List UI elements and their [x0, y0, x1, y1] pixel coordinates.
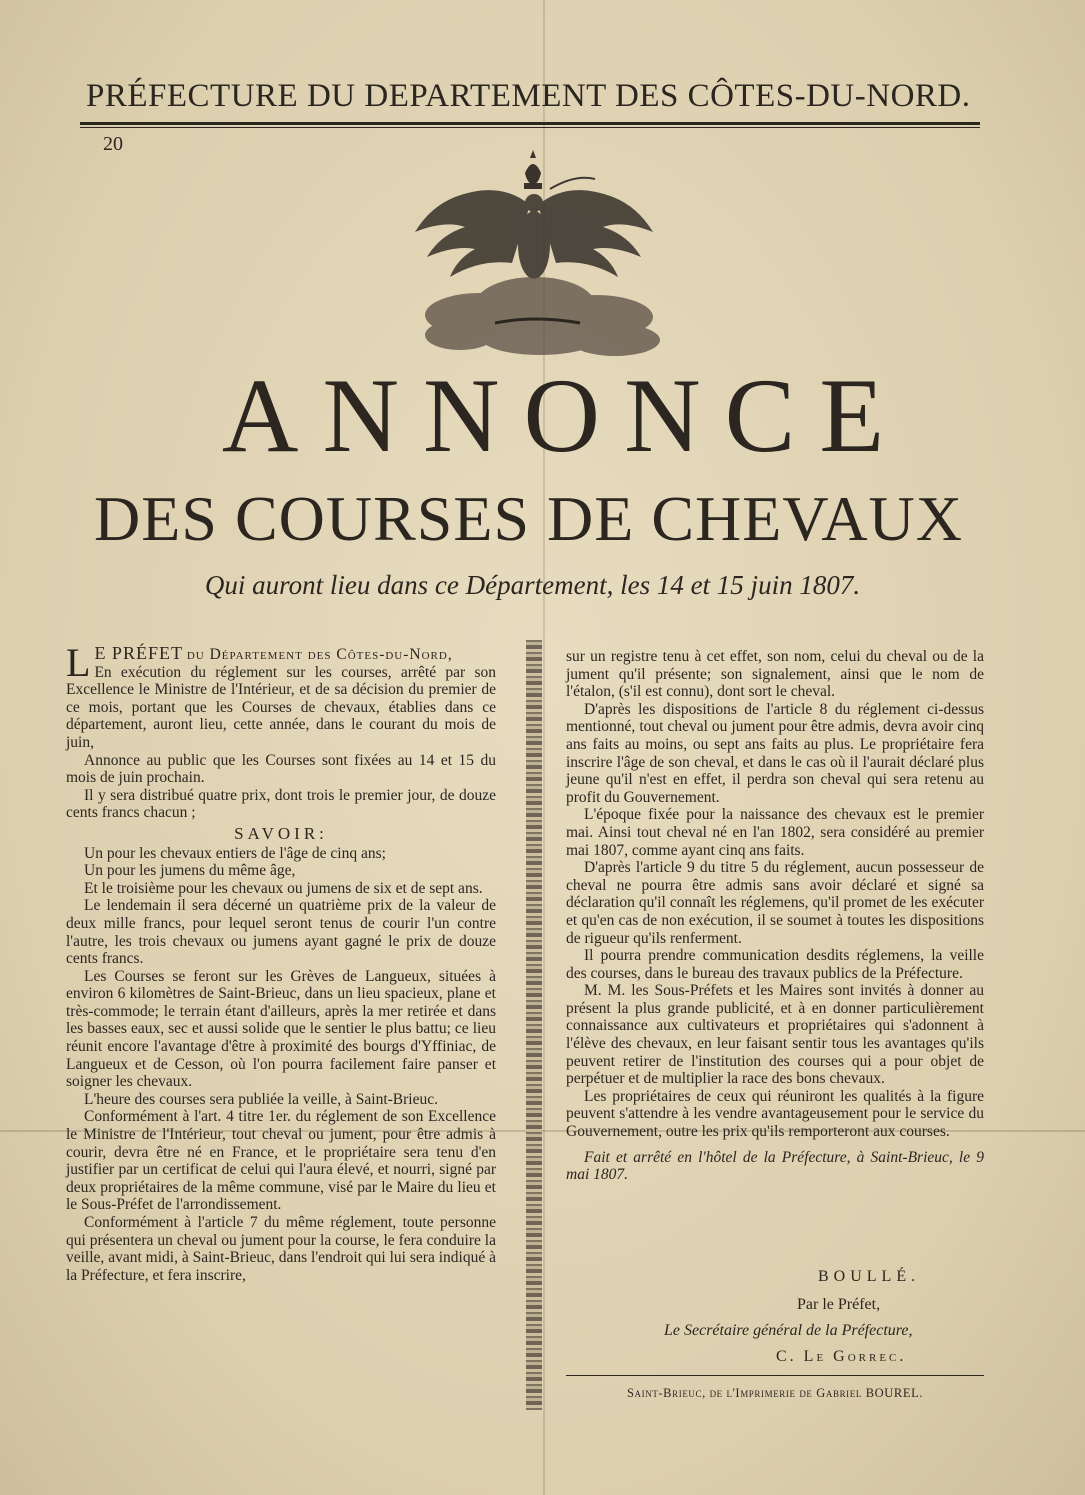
imperial-eagle-emblem	[400, 145, 665, 360]
header-rule-thick	[80, 122, 980, 125]
lettrine: L	[66, 640, 91, 685]
paragraph: Le lendemain il sera décerné un quatrième prix de la valeur de deux mille francs, pour lequel seront tenus de courir l'un contre l'autre, les trois chevaux ou jumens ayant gagné le prix de douze cents francs.	[66, 897, 496, 968]
right-text-column	[566, 648, 984, 1184]
paragraph: Conformément à l'article 7 du même réglement, toute personne qui présentera un cheval ou jument pour la course, le fera conduire la veille, avant midi, à Saint-Brieuc, dans l'endroit qui lui sera indiqué à la Préfecture, et fera inscrire,	[66, 1214, 496, 1284]
paragraph: D'après les dispositions de l'article 8 du réglement ci-dessus mentionné, tout cheval ou jument pour être admis, devra avoir cinq ans faits au moins, ou sept ans faits au plus. Le propriétaire fera inscrire l'âge de son cheval, et dans le cas où il l'aurait déclaré plus jeune qu'il n'est en effet, il perdra son cheval qui sera retenu au profit du Gouvernement.	[566, 700, 984, 806]
paragraph: L'heure des courses sera publiée la veille, à Saint-Brieuc.	[84, 1090, 438, 1108]
title-date-line: Qui auront lieu dans ce Département, les 14 et 15 juin 1807.	[204, 570, 861, 600]
secretaire-general: Le Secrétaire général de la Préfecture,	[664, 1322, 913, 1339]
paragraph: Les propriétaires de ceux qui réuniront les qualités à la figure peuvent s'attendre à les vendre avantageusement pour le service du Gouvernement, outre les prix qu'ils remporteront aux courses.	[566, 1087, 984, 1141]
opening-departement: du Département des Côtes-du-Nord,	[186, 646, 453, 663]
header-rule-thin	[80, 127, 980, 128]
document-number: 20	[103, 133, 123, 155]
paragraph: D'après l'article 9 du titre 5 du réglement, aucun possesseur de cheval ne pourra être admis sans avoir déclaré et signé sa déclaration qu'il connaît les réglemens, qu'il promet de les exécuter et qu'en cas de non exécution, il se soumet à toutes les dispositions de rigueur qu'ils renferment.	[566, 859, 984, 947]
paragraph: Annonce au public que les Courses sont fixées au 14 et 15 du mois de juin prochain.	[66, 751, 496, 787]
opening-prefet: E PRÉFET	[94, 643, 183, 663]
imprint-rule	[566, 1375, 984, 1376]
paragraph: En exécution du réglement sur les courses, arrêté par son Excellence le Ministre de l'Intérieur, et de sa décision du premier de ce mois, portant que les Courses de chevaux, établies dans ce département, auront lieu, cette année, dans le courant du mois de juin,	[66, 663, 496, 751]
paragraph: M. M. les Sous-Préfets et les Maires sont invités à donner au présent la plus grande publicité, et à en donner particulièrement connaissance aux cultivateurs et propriétaires qui s'adonnent à l'élève des chevaux, en leur faisant sentir tous les avantages qu'ils peuvent retirer de l'institution des courses qui a pour objet de perpétuer et de multiplier la race des bons chevaux.	[566, 982, 984, 1088]
paragraph: Les Courses se feront sur les Grèves de Langueux, situées à environ 6 kilomètres de Saint-Brieuc, dans un lieu spacieux, plane et très-commode; le terrain étant d'ailleurs, après la mer retirée et dans les basses eaux, sec et aussi solide que le sentier le plus battu; ce lieu réunit encore l'avantage d'être à proximité des bourgs d'Yffiniac, de Langueux et de Cesson, où l'on pourra facilement faire panser et soigner les chevaux.	[66, 967, 496, 1091]
title-courses-de-chevaux: DES COURSES DE CHEVAUX	[94, 483, 963, 554]
par-le-prefet: Par le Préfet,	[797, 1296, 881, 1313]
printer-imprint: Saint-Brieuc, de l'Imprimerie de Gabriel BOUREL.	[626, 1386, 924, 1400]
signature-boulle: BOULLÉ.	[818, 1268, 921, 1285]
secretaire-name: C. Le Gorrec.	[776, 1348, 907, 1365]
savoir-heading: SAVOIR:	[234, 823, 328, 843]
prefecture-heading: PRÉFECTURE DU DEPARTEMENT DES CÔTES-DU-NORD.	[86, 78, 971, 114]
paragraph: Un pour les jumens du même âge,	[84, 862, 296, 880]
paragraph: L'époque fixée pour la naissance des chevaux est le premier mai. Ainsi tout cheval né en l'an 1802, sera considéré au premier mai 1807, comme ayant cinq ans faits.	[566, 806, 984, 859]
opening-line	[66, 640, 496, 685]
fait-line: Fait et arrêté en l'hôtel de la Préfecture, à Saint-Brieuc, le 9 mai 1807.	[566, 1148, 984, 1184]
paragraph: Il y sera distribué quatre prix, dont trois le premier jour, de douze cents francs chacun ;	[66, 786, 496, 822]
paragraph: Et le troisième pour les chevaux ou jumens de six et de sept ans.	[84, 879, 483, 897]
left-text-column	[66, 640, 496, 1284]
paragraph: Il pourra prendre communication desdits réglemens, la veille des courses, dans le bureau des travaux publics de la Préfecture.	[566, 947, 984, 982]
paragraph: Conformément à l'art. 4 titre 1er. du réglement de son Excellence le Ministre de l'Intérieur, tout cheval ou jument, pour être admis à courir, devra être né en France, et le propriétaire sera tenu d'en justifier par un certificat de celui qui l'aura élevé, et nourri, signé par deux propriétaires de la même commune, visé par le Maire du lieu et le Sous-Préfet de l'arrondissement.	[66, 1108, 496, 1214]
ornamental-column-border	[526, 640, 542, 1410]
title-annonce: ANNONCE	[221, 357, 909, 474]
paragraph: sur un registre tenu à cet effet, son nom, celui du cheval ou de la jument qu'il présente; son signalement, ainsi que le nom de l'étalon, (s'il est connu), dont sort le cheval.	[566, 648, 984, 701]
paragraph: Un pour les chevaux entiers de l'âge de cinq ans;	[84, 844, 386, 862]
